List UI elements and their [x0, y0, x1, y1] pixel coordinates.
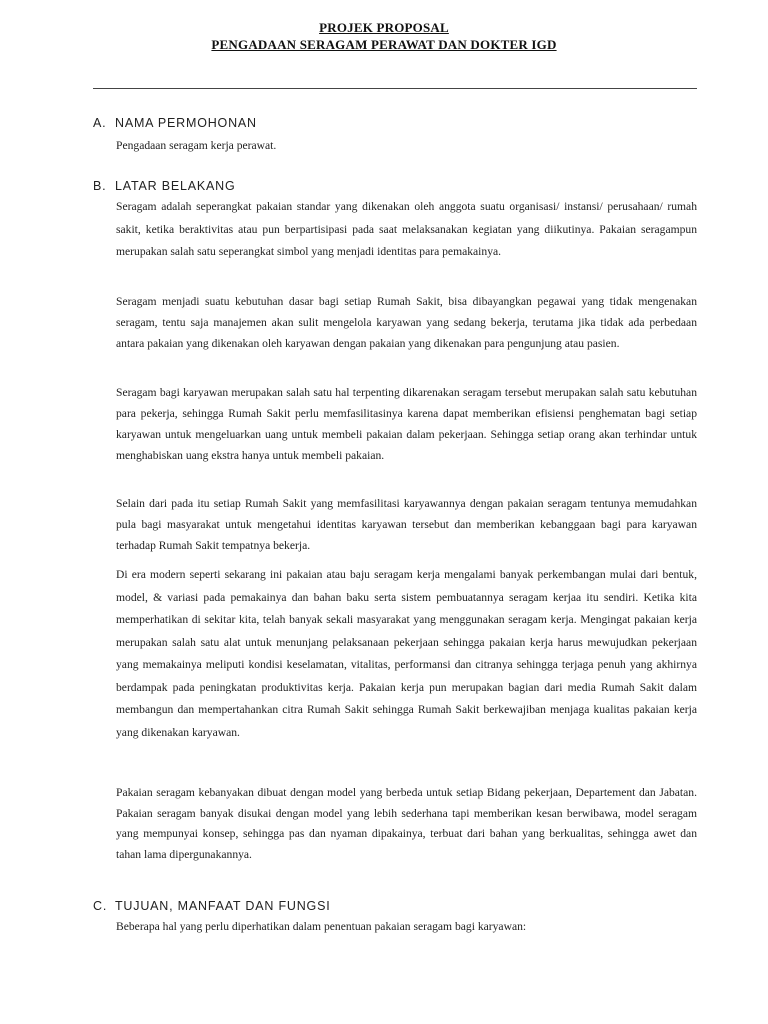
section-a-heading [93, 116, 257, 130]
section-b-heading [93, 179, 236, 193]
section-b-letter: B. [93, 179, 107, 193]
section-c-body: Beberapa hal yang perlu diperhatikan dalam penentuan pakaian seragam bagi karyawan: [116, 920, 527, 933]
section-a-letter: A. [93, 116, 107, 130]
section-c-heading [93, 899, 331, 913]
section-b-paragraph-4: Selain dari pada itu setiap Rumah Sakit yang memfasilitasi karyawannya dengan pakaian seragam tentunya memudahkan pula bagi masyarakat untuk mengetahui identitas karyawan tersebut dan memberikan kebanggaan bagi para karyawan terhadap Rumah Sakit tempatnya bekerja. [116, 497, 697, 552]
section-c-letter: C. [93, 899, 108, 913]
section-b-title: LATAR BELAKANG [115, 179, 236, 193]
title-divider [93, 88, 697, 89]
section-a-title: NAMA PERMOHONAN [115, 116, 257, 130]
section-a-body: Pengadaan seragam kerja perawat. [116, 139, 277, 152]
section-b-paragraph-5: Di era modern seperti sekarang ini pakaian atau baju seragam kerja mengalami banyak perkembangan mulai dari bentuk, model, & variasi pada pemakainya dan bahan baku serta sistem pembuatannya seragam kerjaa itu sendiri. Ketika kita memperhatikan di sekitar kita, telah banyak sekali masyarakat yang menggunakan seragam kerja. Mengingat pakaian kerja merupakan salah satu alat untuk menunjang pelaksanaan pekerjaan sehingga pakaian kerja harus mewujudkan pekerjaan yang memakainya meliputi kondisi keselamatan, vitalitas, performansi dan citranya sehingga terjaga penuh yang akhirnya berdampak pada peningkatan produktivitas kerja. Pakaian kerja pun merupakan bagian dari media Rumah Sakit dalam membangun dan mempertahankan citra Rumah Sakit sehingga Rumah Sakit berkewajiban menjaga kualitas pakaian kerja yang dikenakan karyawan. [116, 568, 697, 739]
document-title-line-2: PENGADAAN SERAGAM PERAWAT DAN DOKTER IGD [211, 37, 557, 52]
section-b-paragraph-3: Seragam bagi karyawan merupakan salah satu hal terpenting dikarenakan seragam tersebut merupakan salah satu kebutuhan para pekerja, sehingga Rumah Sakit perlu memfasilitasinya karena dapat memberikan efisiensi penghematan bagi setiap karyawan untuk mengeluarkan uang untuk membeli pakaian dalam pekerjaan. Sehingga setiap orang akan terhindar untuk menghabiskan uang ekstra hanya untuk membeli pakaian. [116, 386, 697, 462]
section-b-paragraph-2: Seragam menjadi suatu kebutuhan dasar bagi setiap Rumah Sakit, bisa dibayangkan pegawai yang tidak mengenakan seragam, tentu saja manajemen akan sulit mengelola karyawan yang sedang bekerja, terutama jika tidak ada perbedaan antara pakaian yang dikenakan oleh karyawan dengan pakaian yang dikenakan para pengunjung atau pasien. [116, 295, 697, 350]
section-c-title: TUJUAN, MANFAAT DAN FUNGSI [115, 899, 331, 913]
section-b-paragraph-1: Seragam adalah seperangkat pakaian standar yang dikenakan oleh anggota suatu organisasi/ instansi/ perusahaan/ rumah sakit, ketika beraktivitas atau pun berpartisipasi pada saat melaksanakan kegiatan yang diikutinya. Pakaian seragampun merupakan salah satu seperangkat simbol yang menjadi identitas para pemakainya. [116, 200, 697, 258]
section-b-paragraph-6: Pakaian seragam kebanyakan dibuat dengan model yang berbeda untuk setiap Bidang pekerjaan, Departement dan Jabatan. Pakaian seragam banyak disukai dengan model yang lebih sederhana tapi memberikan kesan berwibawa, model seragam yang mempunyai konsep, sehingga pas dan nyaman dipakainya, terbuat dari bahan yang berkualitas, sehingga awet dan tahan lama dipergunakannya. [116, 786, 697, 861]
document-title-line-1: PROJEK PROPOSAL [319, 20, 449, 35]
